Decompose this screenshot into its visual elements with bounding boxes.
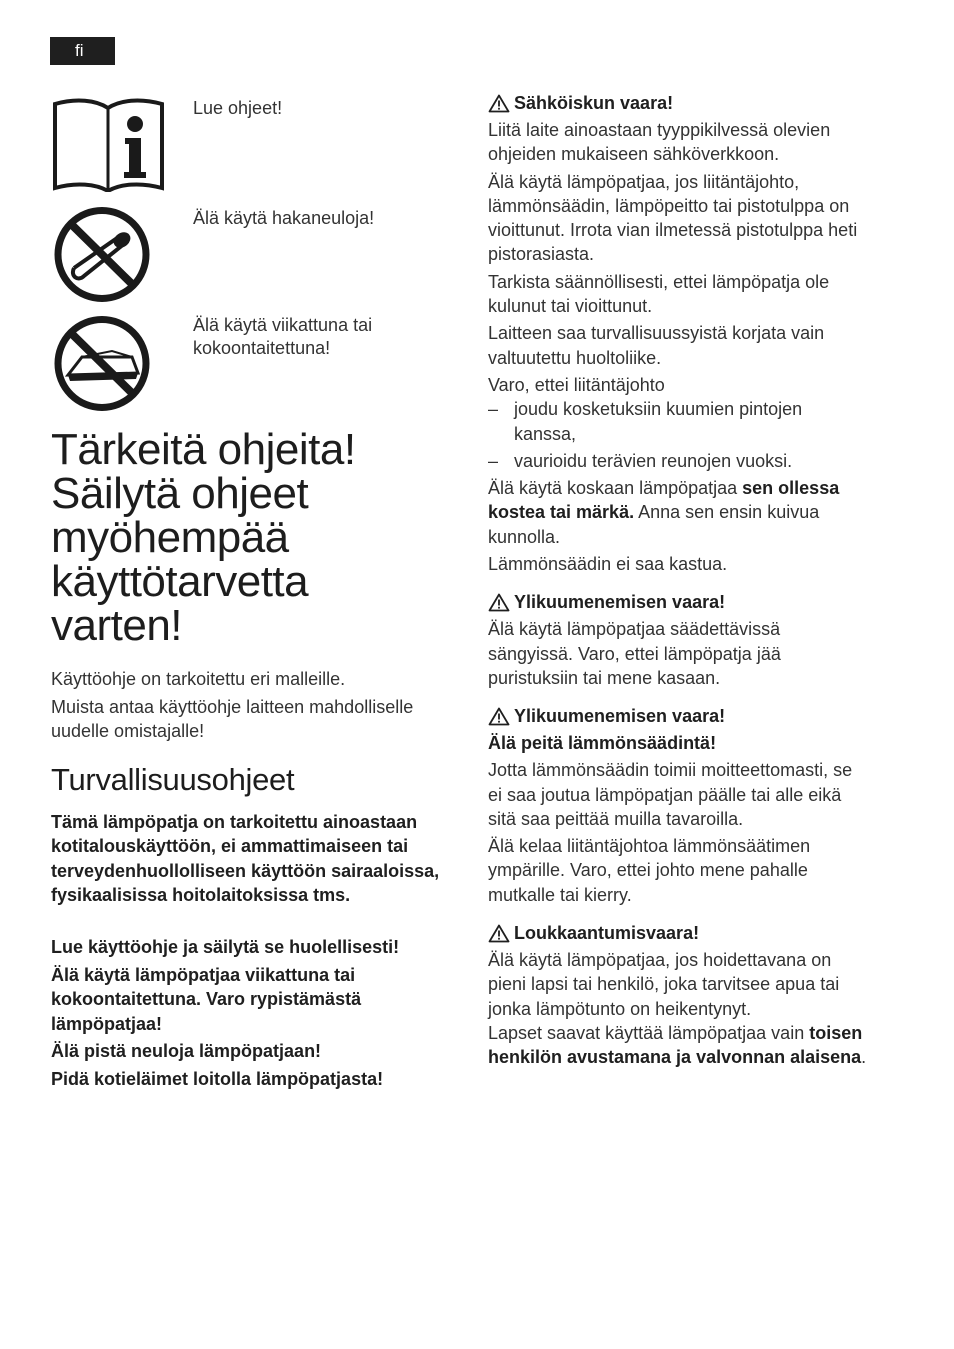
warning-subtitle: Älä peitä lämmönsäädintä! (488, 733, 717, 754)
text-run: . (861, 1047, 867, 1068)
warning-paragraph: Älä käytä lämpöpatjaa säädettävissä sängyissä. Varo, ettei lämpöpatja jää puristuksiin tai mene kasaan. (488, 619, 781, 688)
warning-overheat-controller (488, 704, 888, 907)
warning-paragraph: Älä käytä lämpöpatjaa, jos liitäntäjohto, lämmönsäädin, lämpöpeitto tai pistotulppa on vioittunut. Irrota vian ilmetessä pistotulppa heti pistorasiasta. (488, 171, 858, 265)
warning-electric-shock (488, 91, 888, 576)
icon-label-read: Lue ohjeet! (193, 98, 283, 118)
warning-paragraph: Laitteen saa turvallisuussyistä korjata vain valtuutettu huoltoliike. (488, 323, 825, 368)
warning-paragraph (488, 1021, 888, 1070)
warning-title-text: Ylikuumenemisen vaara! (514, 706, 726, 727)
warning-paragraph: Varo, ettei liitäntäjohto (488, 374, 665, 395)
warning-paragraph: Lämmönsäädin ei saa kastua. (488, 554, 728, 575)
safety-paragraph: Pidä kotieläimet loitolla lämpöpatjasta! (51, 1069, 384, 1089)
language-tab: fi (50, 37, 115, 65)
icon-label-no-fold: Älä käytä viikattuna tai kokoontaitettuna! (193, 315, 373, 358)
icon-label-no-pins: Älä käytä hakaneuloja! (193, 208, 375, 228)
text-run: Anna sen ensin kuivua kunnolla. (488, 502, 820, 547)
intro-paragraph: Muista antaa käyttöohje laitteen mahdolliselle uudelle omistajalle! (51, 697, 414, 741)
warnings-column (488, 91, 888, 1070)
warning-overheat-adjustable-bed (488, 590, 888, 690)
warning-title-text: Ylikuumenemisen vaara! (514, 592, 726, 613)
warning-paragraph: Jotta lämmönsäädin toimii moitteettomasti, se ei saa joutua lämpöpatjan päälle tai alle eikä sitä saa peittää muilla tavaroilla. (488, 760, 853, 829)
warning-triangle-icon (488, 707, 510, 726)
page-title-line: Säilytä ohjeet (51, 469, 309, 518)
warning-paragraph: Älä kelaa liitäntäjohtoa lämmönsäätimen ympärille. Varo, ettei johto mene pahalle mutkalle tai kierry. (488, 836, 811, 905)
list-item: – vaurioidu terävien reunojen vuoksi. (488, 449, 888, 473)
warning-title (488, 91, 888, 115)
warning-paragraph: Älä käytä lämpöpatjaa, jos hoidettavana on pieni lapsi tai henkilö, joka tarvitsee apua tai jonka lämpötunto on heikentynyt. (488, 950, 840, 1019)
safety-paragraph: Tämä lämpöpatja on tarkoitettu ainoastaan kotitalouskäyttöön, ei ammattimaiseen tai terveydenhuollolliseen käyttöön sairaaloissa, fysikaalisissa hoitolaitoksissa tms. (51, 812, 440, 905)
page-title-line: varten! (51, 601, 183, 650)
no-safety-pins-icon (52, 206, 152, 303)
page-title-line: käyttötarvetta (51, 557, 309, 606)
warning-paragraph (488, 476, 888, 549)
text-run: Lapset saavat käyttää lämpöpatjaa vain (488, 1022, 810, 1043)
warning-title (488, 590, 888, 614)
page-title-line: Tärkeitä ohjeita! (51, 425, 356, 474)
emphasis-text: sen ollessa kostea tai märkä. (488, 478, 840, 523)
safety-paragraph: Lue käyttöohje ja säilytä se huolellisesti! (51, 937, 400, 957)
warning-triangle-icon (488, 94, 510, 113)
page-title-line: myöhempää (51, 513, 289, 562)
warning-title-text: Loukkaantumisvaara! (514, 923, 700, 944)
safety-paragraph: Älä pistä neuloja lämpöpatjaan! (51, 1041, 322, 1061)
warning-paragraph: Liitä laite ainoastaan tyyppikilvessä olevien ohjeiden mukaiseen sähköverkkoon. (488, 120, 831, 165)
dash-list (488, 397, 888, 473)
warning-title-text: Sähköiskun vaara! (514, 93, 674, 113)
safety-paragraph: Älä käytä lämpöpatjaa viikattuna tai kokoontaitettuna. Varo rypistämästä lämpöpatjaa! (51, 965, 362, 1034)
no-folded-blanket-icon (52, 315, 152, 412)
warning-injury (488, 921, 888, 1069)
warning-triangle-icon (488, 593, 510, 612)
read-manual-icon (51, 96, 166, 192)
text-run: Älä käytä koskaan lämpöpatjaa (488, 478, 743, 499)
section-title-safety: Turvallisuusohjeet (51, 762, 295, 797)
page-title (51, 425, 471, 650)
warning-paragraph: Tarkista säännöllisesti, ettei lämpöpatja ole kulunut tai vioittunut. (488, 271, 830, 317)
warning-triangle-icon (488, 924, 510, 943)
warning-title (488, 704, 888, 728)
emphasis-text: toisen henkilön avustamana ja valvonnan alaisena (488, 1022, 863, 1068)
intro-paragraph: Käyttöohje on tarkoitettu eri malleille. (51, 669, 346, 689)
warning-title (488, 921, 888, 945)
list-item: – joudu kosketuksiin kuumien pintojen kanssa, (488, 397, 844, 446)
